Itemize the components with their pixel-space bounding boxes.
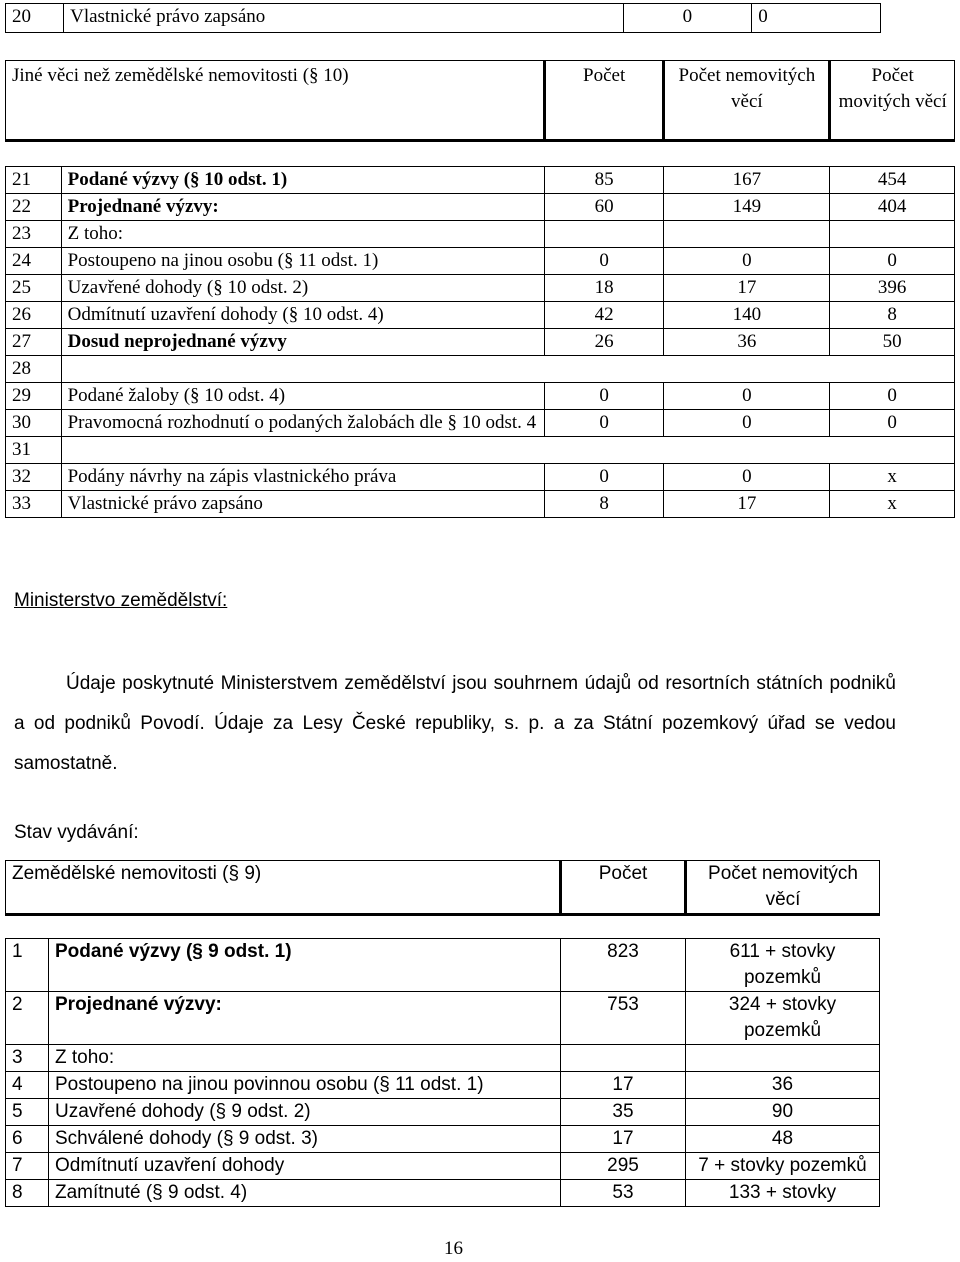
table-header-title: Jiné věci než zemědělské nemovitosti (§ 10) — [6, 61, 545, 141]
row-number: 20 — [6, 4, 64, 33]
row-number: 24 — [6, 248, 62, 275]
row-number: 26 — [6, 302, 62, 329]
row-label: Projednané výzvy: — [49, 992, 561, 1045]
row-number: 31 — [6, 437, 62, 464]
row-value: 60 — [544, 194, 664, 221]
row-value: x — [830, 491, 955, 518]
table-row — [6, 275, 955, 302]
row-label: Odmítnutí uzavření dohody — [49, 1153, 561, 1180]
table-row — [6, 1126, 880, 1153]
row-value: 396 — [830, 275, 955, 302]
row-value: 295 — [561, 1153, 686, 1180]
table-row — [6, 939, 880, 992]
table-row — [6, 194, 955, 221]
table-row — [6, 4, 881, 33]
row-value: 753 — [561, 992, 686, 1045]
row-value: 48 — [686, 1126, 880, 1153]
row-value: 26 — [544, 329, 664, 356]
row-label: Podané výzvy (§ 10 odst. 1) — [61, 167, 544, 194]
row-value: 0 — [544, 410, 664, 437]
row-label: Pravomocná rozhodnutí o podaných žalobách dle § 10 odst. 4 — [61, 410, 544, 437]
table-header-col2: Počet nemovitých věcí — [664, 61, 830, 141]
row-value: 35 — [561, 1099, 686, 1126]
row-label: Odmítnutí uzavření dohody (§ 10 odst. 4) — [61, 302, 544, 329]
row-label: Podané žaloby (§ 10 odst. 4) — [61, 383, 544, 410]
row-value: 404 — [830, 194, 955, 221]
table-row — [6, 410, 955, 437]
table-row — [6, 329, 955, 356]
row-value: 0 — [752, 4, 881, 33]
row-value: 8 — [544, 491, 664, 518]
row-value: 0 — [544, 248, 664, 275]
row-value: x — [830, 464, 955, 491]
table-row — [6, 248, 955, 275]
row-value: 0 — [664, 410, 830, 437]
table-row — [6, 356, 955, 383]
table-header-col1: Počet — [561, 861, 686, 915]
row-label: Schválené dohody (§ 9 odst. 3) — [49, 1126, 561, 1153]
row-value: 133 + stovky — [686, 1180, 880, 1207]
row-value: 454 — [830, 167, 955, 194]
row-value: 17 — [561, 1126, 686, 1153]
row-number: 29 — [6, 383, 62, 410]
row-number: 33 — [6, 491, 62, 518]
table-row — [6, 437, 955, 464]
table-row — [6, 167, 955, 194]
table-agri — [5, 860, 880, 1207]
row-label: Projednané výzvy: — [61, 194, 544, 221]
row-value: 149 — [664, 194, 830, 221]
row-number: 6 — [6, 1126, 49, 1153]
page-number: 16 — [444, 1238, 463, 1259]
row-value: 0 — [830, 248, 955, 275]
row-number: 32 — [6, 464, 62, 491]
row-number: 27 — [6, 329, 62, 356]
row-value: 0 — [830, 383, 955, 410]
table-row — [6, 992, 880, 1045]
table-row — [6, 1099, 880, 1126]
row-label: Vlastnické právo zapsáno — [64, 4, 623, 33]
table-row — [6, 1180, 880, 1207]
row-value: 140 — [664, 302, 830, 329]
table-row — [6, 221, 955, 248]
row-value: 167 — [664, 167, 830, 194]
row-label: Podané výzvy (§ 9 odst. 1) — [49, 939, 561, 992]
row-value: 823 — [561, 939, 686, 992]
state-heading: Stav vydávání: — [14, 822, 139, 843]
table-row — [6, 1072, 880, 1099]
table-header-row — [6, 861, 880, 915]
row-value: 90 — [686, 1099, 880, 1126]
row-value: 18 — [544, 275, 664, 302]
table-header-col3: Počet movitých věcí — [830, 61, 955, 141]
row-number: 25 — [6, 275, 62, 302]
row-value: 0 — [623, 4, 752, 33]
table-header-col1: Počet — [544, 61, 664, 141]
row-value: 85 — [544, 167, 664, 194]
row-label: Uzavřené dohody (§ 10 odst. 2) — [61, 275, 544, 302]
table-row — [6, 1153, 880, 1180]
table-row — [6, 383, 955, 410]
table-row — [6, 302, 955, 329]
table-row — [6, 1045, 880, 1072]
table-row — [6, 464, 955, 491]
row-value: 36 — [664, 329, 830, 356]
row-value: 0 — [664, 464, 830, 491]
row-label: Dosud neprojednané výzvy — [61, 329, 544, 356]
row-label: Vlastnické právo zapsáno — [61, 491, 544, 518]
table-row — [6, 491, 955, 518]
row-label: Postoupeno na jinou povinnou osobu (§ 11 odst. 1) — [49, 1072, 561, 1099]
row-label: Postoupeno na jinou osobu (§ 11 odst. 1) — [61, 248, 544, 275]
row-number: 3 — [6, 1045, 49, 1072]
row-value: 8 — [830, 302, 955, 329]
row-value: 0 — [830, 410, 955, 437]
row-number: 5 — [6, 1099, 49, 1126]
row-value: 0 — [544, 383, 664, 410]
row-value: 53 — [561, 1180, 686, 1207]
row-number: 28 — [6, 356, 62, 383]
row-value: 42 — [544, 302, 664, 329]
row-label: Z toho: — [61, 221, 544, 248]
table-header-title: Zemědělské nemovitosti (§ 9) — [6, 861, 561, 915]
table-other — [5, 60, 955, 518]
row-value: 50 — [830, 329, 955, 356]
ministry-paragraph: Údaje poskytnuté Ministerstvem zemědělství jsou souhrnem údajů od resortních státních podniků a od podniků Povodí. Údaje za Lesy České republiky, s. p. a za Státní pozemkový úřad se vedou samostatně. — [14, 673, 896, 774]
row-number: 7 — [6, 1153, 49, 1180]
row-value: 17 — [664, 275, 830, 302]
row-number: 8 — [6, 1180, 49, 1207]
row-label: Uzavřené dohody (§ 9 odst. 2) — [49, 1099, 561, 1126]
table-header-row — [6, 61, 955, 141]
ministry-heading: Ministerstvo zemědělství: — [14, 590, 228, 611]
row-value: 611 + stovky pozemků — [686, 939, 880, 992]
row-value: 7 + stovky pozemků — [686, 1153, 880, 1180]
row-number: 22 — [6, 194, 62, 221]
row-label: Zamítnuté (§ 9 odst. 4) — [49, 1180, 561, 1207]
row-value: 17 — [664, 491, 830, 518]
row-number: 30 — [6, 410, 62, 437]
row-label: Z toho: — [49, 1045, 561, 1072]
row-value: 0 — [664, 248, 830, 275]
row-value: 0 — [544, 464, 664, 491]
row-value: 0 — [664, 383, 830, 410]
row-value: 324 + stovky pozemků — [686, 992, 880, 1045]
row-label: Podány návrhy na zápis vlastnického práva — [61, 464, 544, 491]
row-number: 21 — [6, 167, 62, 194]
row-value: 17 — [561, 1072, 686, 1099]
row-number: 4 — [6, 1072, 49, 1099]
row-number: 23 — [6, 221, 62, 248]
table-header-col2: Počet nemovitých věcí — [686, 861, 880, 915]
row-number: 1 — [6, 939, 49, 992]
row-number: 2 — [6, 992, 49, 1045]
row-value: 36 — [686, 1072, 880, 1099]
table-top — [5, 3, 881, 33]
